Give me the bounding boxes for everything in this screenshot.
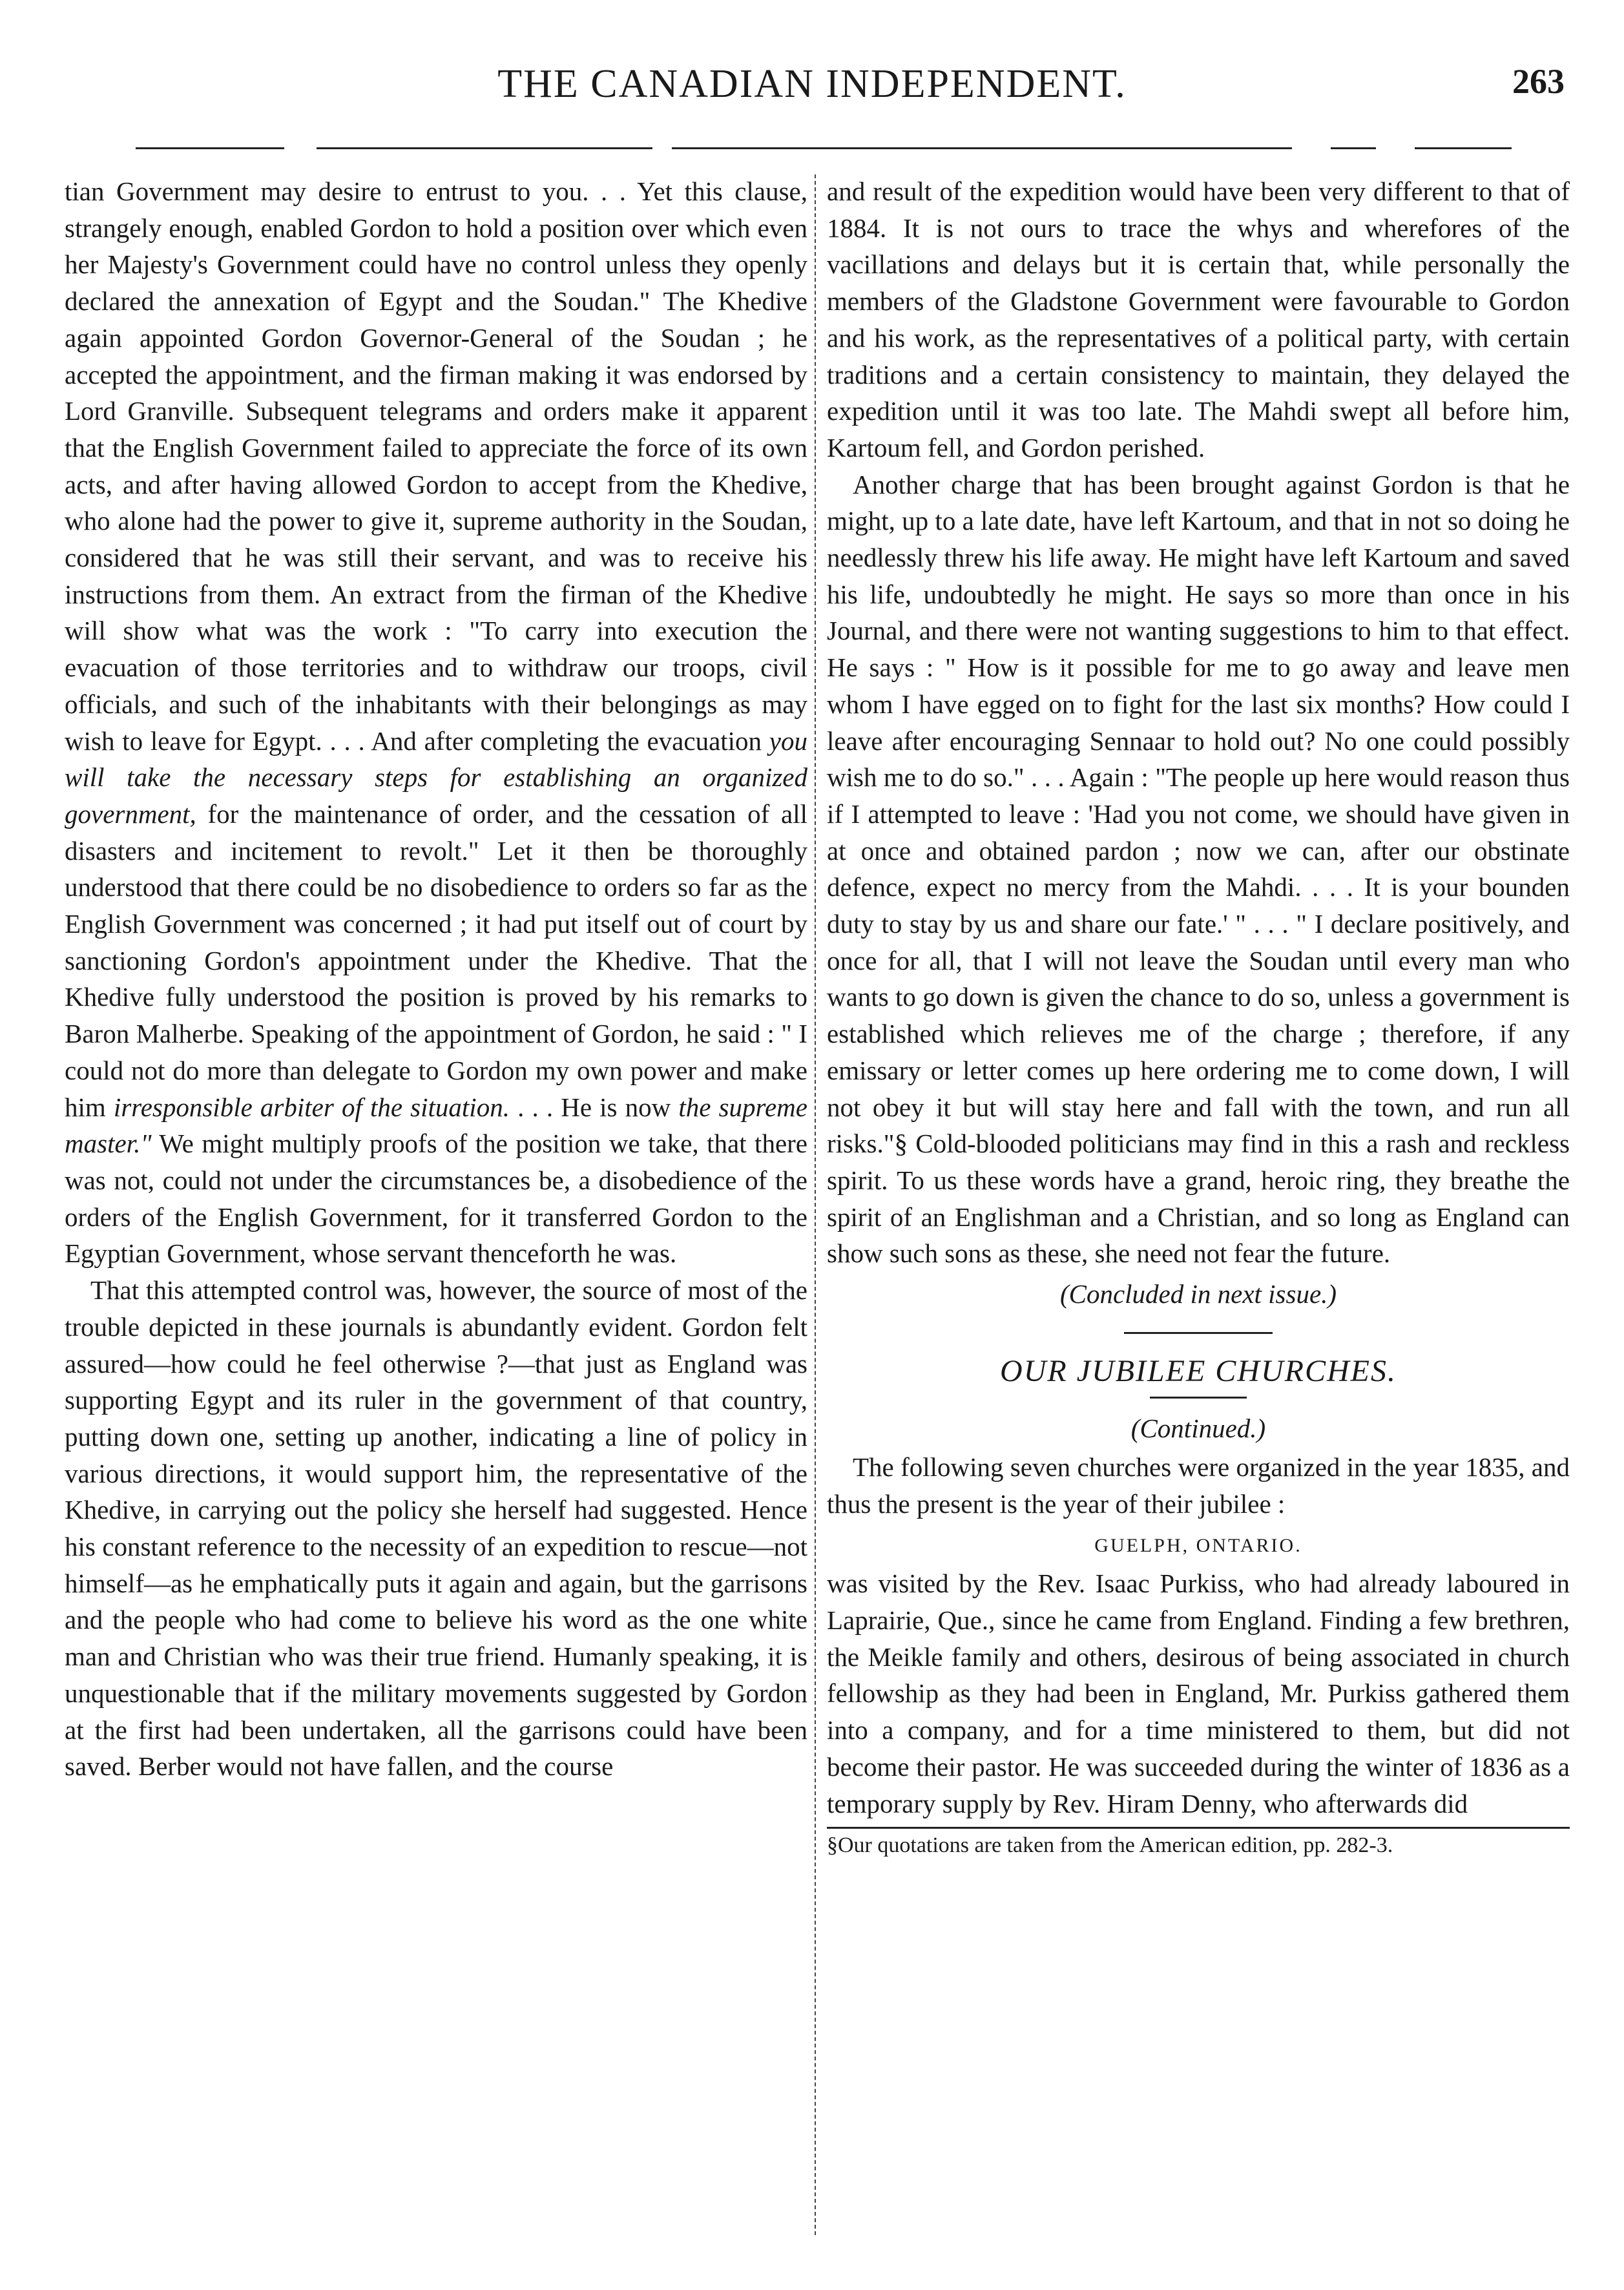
- paragraph: tian Government may desire to entrust to you. . . Yet this clause, strangely enough, enabled Gordon to hold a position over which even her Majesty's Government could have no control unless they openly declared the annexation of Egypt and the Soudan." The Khedive again appointed Gordon Governor-General of the Soudan ; he accepted the appointment, and the firman making it was endorsed by Lord Granville. Subsequent telegrams and orders make it apparent that the English Government failed to appreciate the force of its own acts, and after having allowed Gordon to accept from the Khedive, who alone had the power to give it, supreme authority in the Soudan, considered that he was still their servant, and was to receive his instructions from them. An extract from the firman of the Khedive will show what was the work : "To carry into execution the evacuation of those territories and to withdraw our troops, civil officials, and such of the inhabitants with their belongings as may wish to leave for Egypt. . . . And after completing the evacuation you will take the necessary steps for establishing an organized government, for the maintenance of order, and the cessation of all disasters and incitement to revolt." Let it then be thoroughly understood that there could be no disobedience to orders so far as the English Government was concerned ; it had put itself out of court by sanctioning Gordon's appointment under the Khedive. That the Khedive fully understood the position is proved by his remarks to Baron Malherbe. Speaking of the appointment of Gordon, he said : " I could not do more than delegate to Gordon my own power and make him irresponsible arbiter of the situation. . . . He is now the supreme master." We might multiply proofs of the position we take, that there was not, could not under the circumstances be, a disobedience of the orders of the English Government, for it transferred Gordon to the Egyptian Government, whose servant thenceforth he was.: [65, 176, 807, 1269]
- header-rule: [1415, 147, 1512, 149]
- header-rule: [136, 147, 284, 149]
- running-title: THE CANADIAN INDEPENDENT.: [497, 62, 1127, 106]
- footnote-rule: [827, 1827, 1570, 1829]
- section-rule: [1124, 1332, 1273, 1334]
- paragraph: Another charge that has been brought against Gordon is that he might, up to a late date, have left Kartoum, and that in not so doing he needlessly threw his life away. He might have left Kartoum and saved his life, undoubtedly he might. He says so more than once in his Journal, and there were not wanting suggestions to him to that effect. He says : " How is it possible for me to go away and leave men whom I have egged on to fight for the last six months? How could I leave after encouraging Sennaar to hold out? No one could possibly wish me to do so." . . . Again : "The people up here would reason thus if I attempted to leave : 'Had you not come, we should have given in at once and obtained pardon ; now we can, after our obstinate defence, expect no mercy from the Mahdi. . . . It is your bounden duty to stay by us and share our fate.' " . . . " I declare positively, and once for all, that I will not leave the Soudan until every man who wants to go down is given the chance to do so, unless a government is established which relieves me of the charge ; therefore, if any emissary or letter comes up here ordering me to come down, I will not obey it but will stay here and fall with the town, and run all risks."§ Cold-blooded politicians may find in this a rash and reckless spirit. To us these words have a grand, heroic ring, they breathe the spirit of an Englishman and a Christian, and so long as England can show such sons as these, she need not fear the future.: [827, 469, 1570, 1269]
- paragraph: That this attempted control was, however, the source of most of the trouble depicted in these journals is abundantly evident. Gordon felt assured—how could he feel otherwise ?—that just as England was supporting Egypt and its ruler in the government of that country, putting down one, setting up another, indicating a line of policy in various directions, it would support him, the representative of the Khedive, in carrying out the policy she herself had suggested. Hence his constant reference to the necessity of an expedition to rescue—not himself—as he emphatically puts it again and again, but the garrisons and the people who had come to believe his word as the one white man and Christian who was their true friend. Humanly speaking, it is unquestionable that if the military movements suggested by Gordon at the first had been undertaken, all the garrisons could have been saved. Berber would not have fallen, and the course: [65, 1275, 807, 1782]
- header-rule: [1331, 147, 1376, 149]
- concluded-note: (Concluded in next issue.): [1059, 1279, 1337, 1309]
- section-title: OUR JUBILEE CHURCHES.: [1000, 1353, 1397, 1388]
- left-column: [65, 173, 807, 1785]
- place-heading: GUELPH, ONTARIO.: [1094, 1534, 1302, 1556]
- footnote: §Our quotations are taken from the American edition, pp. 282-3.: [827, 1833, 1393, 1858]
- paragraph: and result of the expedition would have been very different to that of 1884. It is not ours to trace the whys and wherefores of the vacillations and delays but it is certain that, while personally the members of the Gladstone Government were favourable to Gordon and his work, as the representatives of a political party, with certain traditions and a certain consistency to maintain, they delayed the expedition until it was too late. The Mahdi swept all before him, Kartoum fell, and Gordon perished.: [827, 176, 1570, 463]
- continued-note: (Continued.): [1130, 1413, 1266, 1443]
- column-divider: [815, 174, 817, 2235]
- paragraph: The following seven churches were organized in the year 1835, and thus the present is the year of their jubilee :: [827, 1452, 1570, 1519]
- page-number: 263: [1512, 62, 1565, 101]
- section-rule: [1150, 1397, 1247, 1399]
- page-header: [0, 0, 1624, 129]
- paragraph: was visited by the Rev. Isaac Purkiss, who had already laboured in Laprairie, Que., since he came from England. Finding a few brethren, the Meikle family and others, desirous of being associated in church fellowship as they had been in England, Mr. Purkiss gathered them into a company, and for a time ministered to them, but did not become their pastor. He was succeeded during the winter of 1836 as a temporary supply by Rev. Hiram Denny, who afterwards did: [827, 1568, 1570, 1818]
- right-column: [827, 173, 1570, 1860]
- header-rule: [317, 147, 652, 149]
- header-rule: [672, 147, 1292, 149]
